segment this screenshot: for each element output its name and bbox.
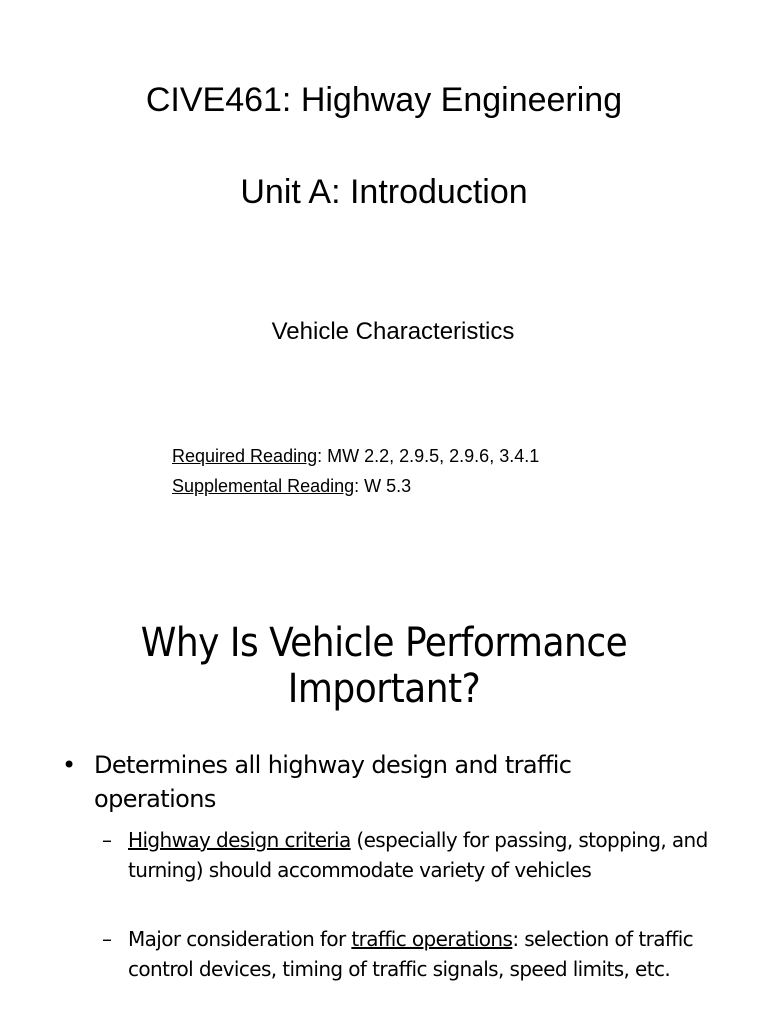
supplemental-reading	[172, 474, 411, 498]
required-reading-label: Required Reading	[172, 446, 318, 466]
bullet-marker: •	[62, 751, 76, 779]
bullet-item	[62, 748, 622, 816]
bullet-text: Determines all highway design and traffic operations	[94, 751, 572, 813]
supplemental-reading-label: Supplemental Reading	[172, 476, 355, 496]
traffic-operations-rest: : selection of traffic control devices, timing of traffic signals, speed limits, etc.	[128, 927, 694, 981]
design-criteria-link-text: Highway design criteria	[128, 828, 351, 852]
dash-marker: –	[102, 927, 112, 951]
required-reading-value: : MW 2.2, 2.9.5, 2.9.6, 3.4.1	[317, 446, 540, 466]
traffic-operations-link-text: traffic operations	[351, 927, 513, 951]
unit-title: Unit A: Introduction	[240, 173, 528, 211]
course-title: CIVE461: Highway Engineering	[145, 81, 623, 119]
design-criteria-rest: (especially for passing, stopping, and turning) should accommodate variety of vehicles	[128, 828, 708, 882]
slide-heading-line1: Why Is Vehicle Performance	[140, 620, 628, 666]
subtopic-title: Vehicle Characteristics	[271, 318, 515, 345]
sub-bullet-text	[102, 825, 722, 885]
slide-heading	[0, 620, 768, 712]
traffic-operations-lead: Major consideration for	[128, 927, 352, 951]
content-slide	[0, 580, 768, 1024]
slide-heading-line2: Important?	[287, 666, 481, 712]
dash-marker: –	[102, 828, 112, 852]
sub-bullet-traffic-operations	[102, 924, 722, 984]
required-reading	[172, 444, 539, 468]
supplemental-reading-value: : W 5.3	[354, 476, 412, 496]
sub-bullet-design-criteria	[102, 825, 722, 885]
sub-bullet-text	[102, 924, 722, 984]
